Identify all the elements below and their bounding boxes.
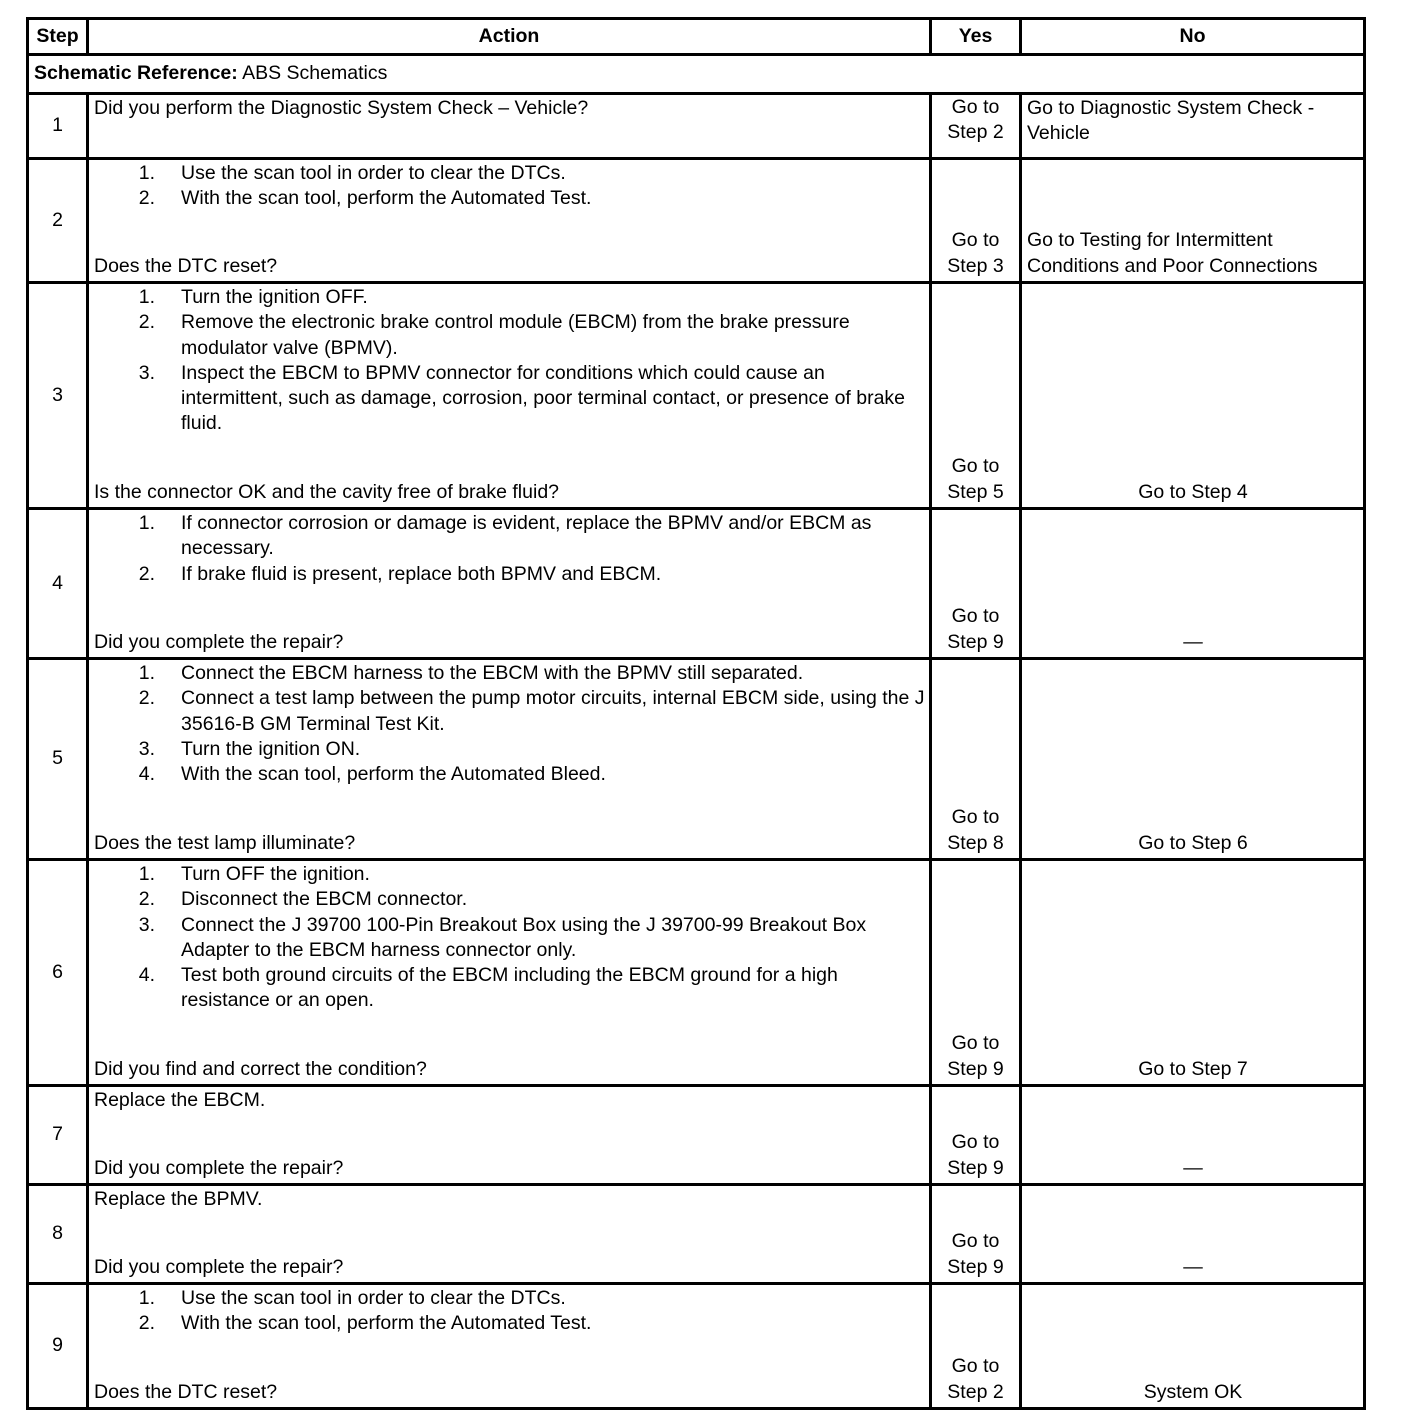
action-cell — [88, 159, 931, 283]
substep-number: 1. — [138, 512, 155, 534]
table-row — [28, 159, 1365, 283]
substep-text: Test both ground circuits of the EBCM including the EBCM ground for a high resistance or an open. — [181, 964, 838, 1012]
action-cell — [88, 94, 931, 159]
yes-outcome-line[interactable]: Go to — [951, 1355, 1000, 1378]
step-number: 7 — [28, 1086, 88, 1185]
no-outcome[interactable]: Go to Diagnostic System Check - Vehicle — [1021, 94, 1365, 159]
substep-number: 2. — [138, 687, 155, 710]
substep-item — [94, 361, 925, 437]
substep-number: 3. — [138, 737, 155, 760]
yes-cell — [931, 509, 1021, 659]
header-row — [28, 19, 1365, 55]
yes-cell — [931, 860, 1021, 1086]
substep-text: With the scan tool, perform the Automated Test. — [181, 187, 592, 210]
schematic-link[interactable]: ABS Schematics — [242, 62, 388, 85]
substep-list — [94, 285, 925, 437]
action-intro: Replace the BPMV. — [94, 1188, 263, 1210]
substep-item — [94, 562, 925, 587]
substep-number: 3. — [138, 361, 155, 384]
yes-outcome-line[interactable]: Step 2 — [947, 121, 1004, 144]
substep-list — [94, 862, 925, 1014]
table-row — [28, 659, 1365, 860]
action-cell — [88, 283, 931, 509]
table-row — [28, 94, 1365, 159]
no-outcome[interactable]: — — [1021, 1086, 1365, 1185]
yes-outcome-line[interactable]: Step 9 — [947, 1057, 1004, 1080]
action-cell — [88, 1185, 931, 1284]
substep-text: With the scan tool, perform the Automated Bleed. — [181, 763, 606, 786]
no-outcome[interactable]: Go to Step 6 — [1021, 659, 1365, 860]
header-step: Step — [28, 19, 88, 55]
diagnostic-table — [26, 17, 1366, 1410]
step-number: 9 — [28, 1284, 88, 1409]
table-row — [28, 1284, 1365, 1409]
yes-outcome-line[interactable]: Go to — [951, 455, 1000, 478]
action-content — [94, 511, 925, 655]
substep-list — [94, 511, 925, 587]
action-intro: Did you perform the Diagnostic System Check – Vehicle? — [94, 97, 589, 119]
substep-list — [94, 661, 925, 787]
substep-text: If brake fluid is present, replace both BPMV and EBCM. — [181, 562, 662, 585]
substep-item — [94, 1311, 925, 1336]
action-cell — [88, 509, 931, 659]
substep-item — [94, 285, 925, 310]
yes-cell — [931, 283, 1021, 509]
action-cell — [88, 659, 931, 860]
substep-number: 2. — [138, 311, 155, 334]
no-outcome[interactable]: System OK — [1021, 1284, 1365, 1409]
yes-outcome-line[interactable]: Step 9 — [947, 630, 1004, 653]
action-question: Did you complete the repair? — [94, 1255, 344, 1278]
substep-number: 1. — [138, 286, 155, 308]
action-instructions — [94, 1187, 925, 1212]
action-cell — [88, 860, 931, 1086]
action-instructions — [94, 285, 925, 437]
action-question: Does the test lamp illuminate? — [94, 831, 356, 854]
substep-text: With the scan tool, perform the Automated Test. — [181, 1312, 592, 1335]
table-row — [28, 860, 1365, 1086]
action-content — [94, 161, 925, 279]
yes-outcome-line[interactable]: Step 3 — [947, 254, 1004, 277]
action-question: Is the connector OK and the cavity free of brake fluid? — [94, 480, 560, 503]
substep-item — [94, 661, 925, 686]
action-content — [94, 96, 925, 155]
substep-item — [94, 913, 925, 964]
substep-number: 2. — [138, 562, 155, 585]
substep-number: 2. — [138, 187, 155, 210]
substep-number: 1. — [138, 162, 155, 184]
no-outcome[interactable]: — — [1021, 509, 1365, 659]
action-content — [94, 285, 925, 505]
action-intro: Replace the EBCM. — [94, 1089, 266, 1111]
substep-item — [94, 762, 925, 787]
action-instructions — [94, 161, 925, 212]
no-outcome[interactable]: — — [1021, 1185, 1365, 1284]
yes-outcome-line[interactable]: Go to — [951, 806, 1000, 829]
action-content — [94, 1286, 925, 1405]
yes-outcome-line[interactable]: Step 5 — [947, 480, 1004, 503]
header-action: Action — [88, 19, 931, 55]
substep-item — [94, 737, 925, 762]
table-row — [28, 509, 1365, 659]
yes-cell — [931, 1284, 1021, 1409]
action-instructions — [94, 661, 925, 787]
table-row — [28, 1086, 1365, 1185]
substep-number: 4. — [138, 763, 155, 786]
header-no: No — [1021, 19, 1365, 55]
step-number: 8 — [28, 1185, 88, 1284]
yes-outcome-line[interactable]: Step 2 — [947, 1380, 1004, 1403]
yes-cell — [931, 94, 1021, 159]
substep-text: Disconnect the EBCM connector. — [181, 888, 468, 911]
action-instructions — [94, 862, 925, 1014]
header-yes: Yes — [931, 19, 1021, 55]
action-cell — [88, 1086, 931, 1185]
yes-outcome-line[interactable]: Step 9 — [947, 1156, 1004, 1179]
substep-list — [94, 1286, 925, 1337]
substep-item — [94, 963, 925, 1014]
action-question: Did you complete the repair? — [94, 1156, 344, 1179]
action-cell — [88, 1284, 931, 1409]
substep-text: Turn OFF the ignition. — [181, 863, 370, 885]
substep-text: Connect a test lamp between the pump motor circuits, internal EBCM side, using the J 35616-B GM Terminal Test Kit. — [181, 687, 925, 735]
no-outcome[interactable]: Go to Testing for Intermittent Conditions and Poor Connections — [1021, 159, 1365, 283]
substep-number: 1. — [138, 662, 155, 684]
table-row — [28, 1185, 1365, 1284]
action-instructions — [94, 1286, 925, 1337]
yes-outcome-line[interactable]: Step 9 — [947, 1255, 1004, 1278]
substep-text: Connect the J 39700 100-Pin Breakout Box using the J 39700-99 Breakout Box Adapter to the EBCM harness connector only. — [181, 913, 867, 961]
step-number: 6 — [28, 860, 88, 1086]
substep-number: 1. — [138, 1287, 155, 1309]
action-question: Did you complete the repair? — [94, 630, 344, 653]
table-row — [28, 283, 1365, 509]
yes-outcome-line[interactable]: Go to — [951, 229, 1000, 252]
yes-outcome-line[interactable]: Go to — [951, 1131, 1000, 1154]
substep-item — [94, 887, 925, 912]
step-number: 2 — [28, 159, 88, 283]
yes-outcome-line[interactable]: Go to — [951, 96, 1000, 118]
substep-item — [94, 686, 925, 737]
action-instructions — [94, 96, 925, 121]
substep-item — [94, 186, 925, 211]
yes-cell — [931, 159, 1021, 283]
substep-text: Turn the ignition OFF. — [181, 286, 368, 308]
action-instructions — [94, 1088, 925, 1113]
substep-text: Turn the ignition ON. — [181, 737, 361, 760]
action-question: Does the DTC reset? — [94, 1380, 278, 1403]
yes-outcome-line[interactable]: Step 8 — [947, 831, 1004, 854]
yes-outcome-line[interactable]: Go to — [951, 1032, 1000, 1055]
yes-cell — [931, 659, 1021, 860]
action-content — [94, 661, 925, 856]
substep-text: If connector corrosion or damage is evident, replace the BPMV and/or EBCM as necessary. — [181, 512, 872, 560]
substep-item — [94, 161, 925, 186]
step-number: 4 — [28, 509, 88, 659]
substep-item — [94, 511, 925, 562]
substep-number: 3. — [138, 913, 155, 936]
substep-text: Connect the EBCM harness to the EBCM with the BPMV still separated. — [181, 662, 804, 684]
schematic-reference-row — [28, 55, 1365, 94]
substep-item — [94, 1286, 925, 1311]
substep-item — [94, 310, 925, 361]
action-content — [94, 862, 925, 1082]
step-number: 3 — [28, 283, 88, 509]
substep-text: Use the scan tool in order to clear the DTCs. — [181, 1287, 566, 1309]
substep-number: 2. — [138, 1312, 155, 1335]
yes-cell — [931, 1185, 1021, 1284]
action-question: Did you find and correct the condition? — [94, 1057, 427, 1080]
action-content — [94, 1088, 925, 1181]
schematic-label: Schematic Reference: — [34, 62, 238, 85]
action-instructions — [94, 511, 925, 587]
substep-text: Inspect the EBCM to BPMV connector for conditions which could cause an intermittent, such as damage, corrosion, poor terminal contact, or presence of brake fluid. — [181, 361, 906, 435]
schematic-reference — [28, 55, 1365, 94]
substep-number: 1. — [138, 863, 155, 885]
action-content — [94, 1187, 925, 1280]
substep-number: 4. — [138, 964, 155, 987]
action-question: Does the DTC reset? — [94, 254, 278, 277]
substep-item — [94, 862, 925, 887]
yes-outcome-line[interactable]: Go to — [951, 605, 1000, 628]
step-number: 5 — [28, 659, 88, 860]
step-number: 1 — [28, 94, 88, 159]
no-outcome[interactable]: Go to Step 7 — [1021, 860, 1365, 1086]
yes-cell — [931, 1086, 1021, 1185]
substep-text: Use the scan tool in order to clear the DTCs. — [181, 162, 566, 184]
substep-number: 2. — [138, 888, 155, 911]
substep-text: Remove the electronic brake control module (EBCM) from the brake pressure modulator valve (BPMV). — [181, 311, 850, 359]
substep-list — [94, 161, 925, 212]
yes-outcome-line[interactable]: Go to — [951, 1230, 1000, 1253]
no-outcome[interactable]: Go to Step 4 — [1021, 283, 1365, 509]
